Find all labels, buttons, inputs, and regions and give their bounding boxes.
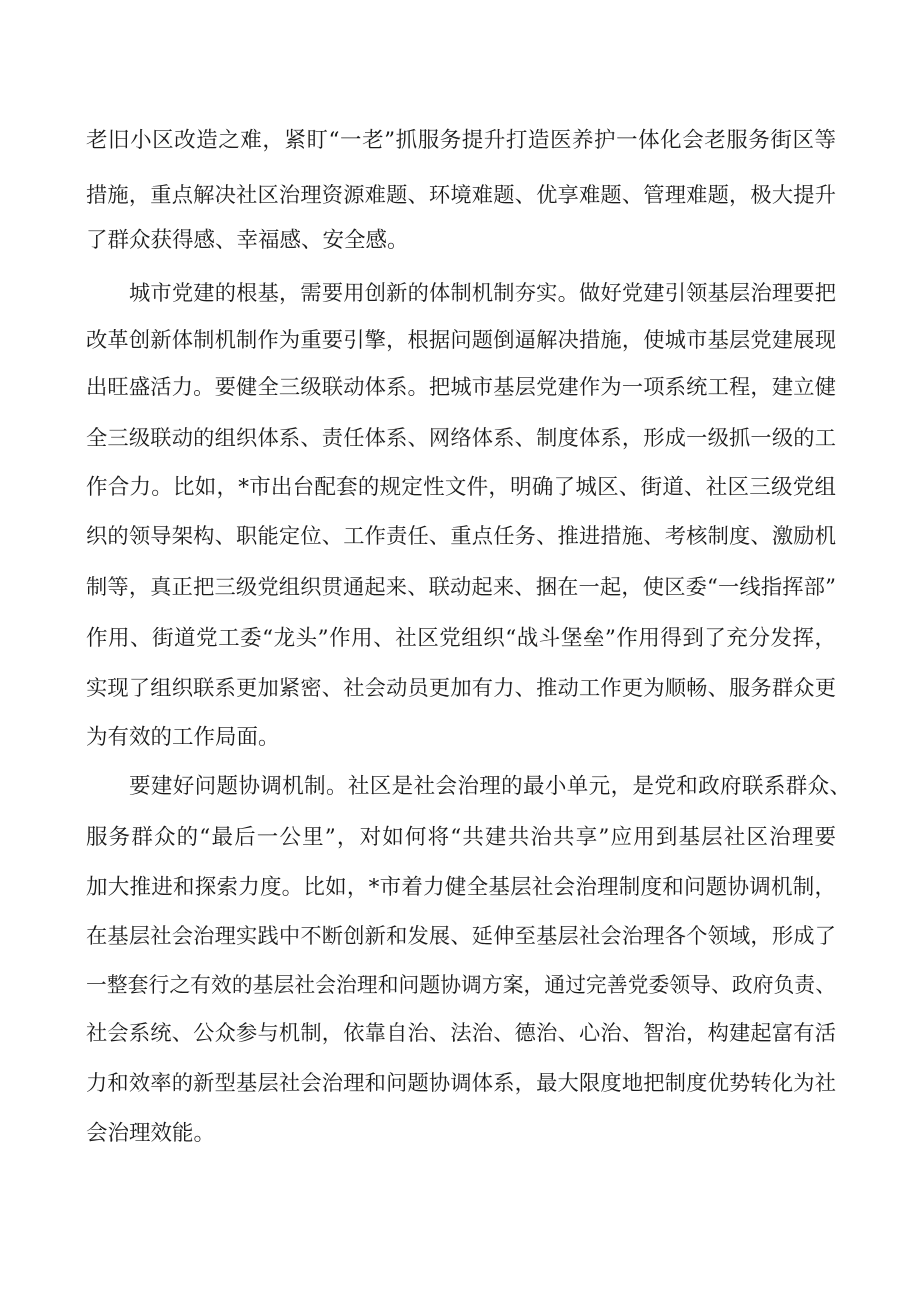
text-line: 作用、街道党工委“龙头”作用、社区党组织“战斗堡垒”作用得到了充分发挥， <box>86 626 836 651</box>
text-line: 出旺盛活力。要健全三级联动体系。把城市基层党建作为一项系统工程，建立健 <box>86 375 836 400</box>
text-line: 老旧小区改造之难，紧盯“一老”抓服务提升打造医养护一体化会老服务街区等 <box>86 128 836 153</box>
text-line: 力和效率的新型基层社会治理和问题协调体系，最大限度地把制度优势转化为社 <box>86 1071 836 1096</box>
text-line: 要建好问题协调机制。社区是社会治理的最小单元，是党和政府联系群众、 <box>129 774 851 799</box>
text-line: 加大推进和探索力度。比如，*市着力健全基层社会治理制度和问题协调机制， <box>86 875 836 900</box>
text-line: 社会系统、公众参与机制，依靠自治、法治、德治、心治、智治，构建起富有活 <box>86 1021 836 1046</box>
text-line: 织的领导架构、职能定位、工作责任、重点任务、推进措施、考核制度、激励机 <box>86 524 836 549</box>
text-line: 改革创新体制机制作为重要引擎，根据问题倒逼解决措施，使城市基层党建展现 <box>86 328 836 353</box>
text-line: 服务群众的“最后一公里”，对如何将“共建共治共享”应用到基层社区治理要 <box>86 825 836 850</box>
text-line: 城市党建的根基，需要用创新的体制机制夯实。做好党建引领基层治理要把 <box>129 281 836 306</box>
text-line: 全三级联动的组织体系、责任体系、网络体系、制度体系，形成一级抓一级的工 <box>86 426 836 451</box>
text-line: 为有效的工作局面。 <box>86 725 280 750</box>
text-line: 措施，重点解决社区治理资源难题、环境难题、优享难题、管理难题，极大提升 <box>86 183 836 208</box>
text-line: 制等，真正把三级党组织贯通起来、联动起来、捆在一起，使区委“一线指挥部” <box>86 575 836 600</box>
text-line: 会治理效能。 <box>86 1121 216 1146</box>
text-line: 作合力。比如，*市出台配套的规定性文件，明确了城区、街道、社区三级党组 <box>86 475 836 500</box>
text-line: 在基层社会治理实践中不断创新和发展、延伸至基层社会治理各个领域，形成了 <box>86 924 836 949</box>
text-line: 一整套行之有效的基层社会治理和问题协调方案，通过完善党委领导、政府负责、 <box>86 973 836 997</box>
text-line: 实现了组织联系更加紧密、社会动员更加有力、推动工作更为顺畅、服务群众更 <box>86 676 836 701</box>
text-line: 了群众获得感、幸福感、安全感。 <box>86 228 409 253</box>
